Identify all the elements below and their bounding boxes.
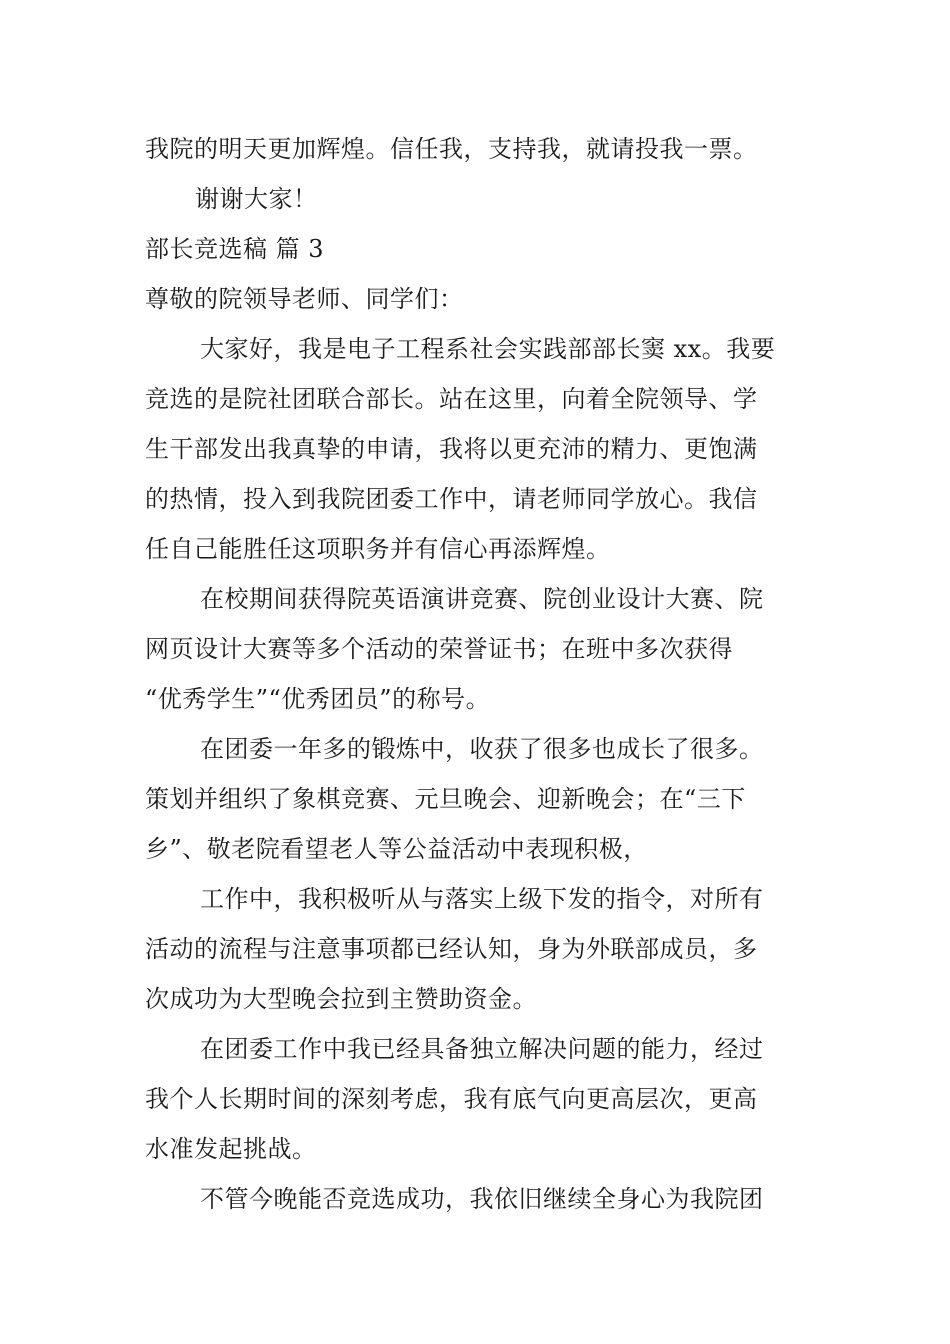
paragraph-5-line: 水准发起挑战。 [145,1135,317,1163]
closing-thanks: 谢谢大家！ [195,185,318,213]
text-line: 我院的明天更加辉煌。信任我，支持我，就请投我一票。 [145,135,758,163]
paragraph-4-line: 次成功为大型晚会拉到主赞助资金。 [145,985,537,1013]
paragraph-2-line: “优秀学生”“优秀团员”的称号。 [145,685,491,713]
paragraph-1-line: 生干部发出我真挚的申请，我将以更充沛的精力、更饱满 [145,435,758,463]
paragraph-3-line: 策划并组织了象棋竞赛、元旦晚会、迎新晚会；在“三下 [145,785,746,813]
section-heading: 部长竞选稿 篇 3 [145,235,325,263]
paragraph-3-line: 乡”、敬老院看望老人等公益活动中表现积极， [145,835,648,863]
paragraph-1-line: 任自己能胜任这项职务并有信心再添辉煌。 [145,535,611,563]
paragraph-4-line: 活动的流程与注意事项都已经认知，身为外联部成员，多 [145,935,758,963]
paragraph-3-line: 在团委一年多的锻炼中，收获了很多也成长了很多。 [200,735,764,763]
paragraph-4-line: 工作中，我积极听从与落实上级下发的指令，对所有 [200,885,764,913]
document-body [145,124,810,1224]
paragraph-1-line: 竞选的是院社团联合部长。站在这里，向着全院领导、学 [145,385,758,413]
paragraph-1-line: 的热情，投入到我院团委工作中，请老师同学放心。我信 [145,485,758,513]
paragraph-5-line: 在团委工作中我已经具备独立解决问题的能力，经过 [200,1035,764,1063]
paragraph-1-line: 大家好，我是电子工程系社会实践部部长窦 xx。我要 [200,335,776,363]
paragraph-2-line: 网页设计大赛等多个活动的荣誉证书；在班中多次获得 [145,635,733,663]
paragraph-2-line: 在校期间获得院英语演讲竞赛、院创业设计大赛、院 [200,585,764,613]
paragraph-5-line: 我个人长期时间的深刻考虑，我有底气向更高层次，更高 [145,1085,758,1113]
salutation: 尊敬的院领导老师、同学们： [145,285,464,313]
paragraph-6-line: 不管今晚能否竞选成功，我依旧继续全身心为我院团 [200,1185,764,1213]
